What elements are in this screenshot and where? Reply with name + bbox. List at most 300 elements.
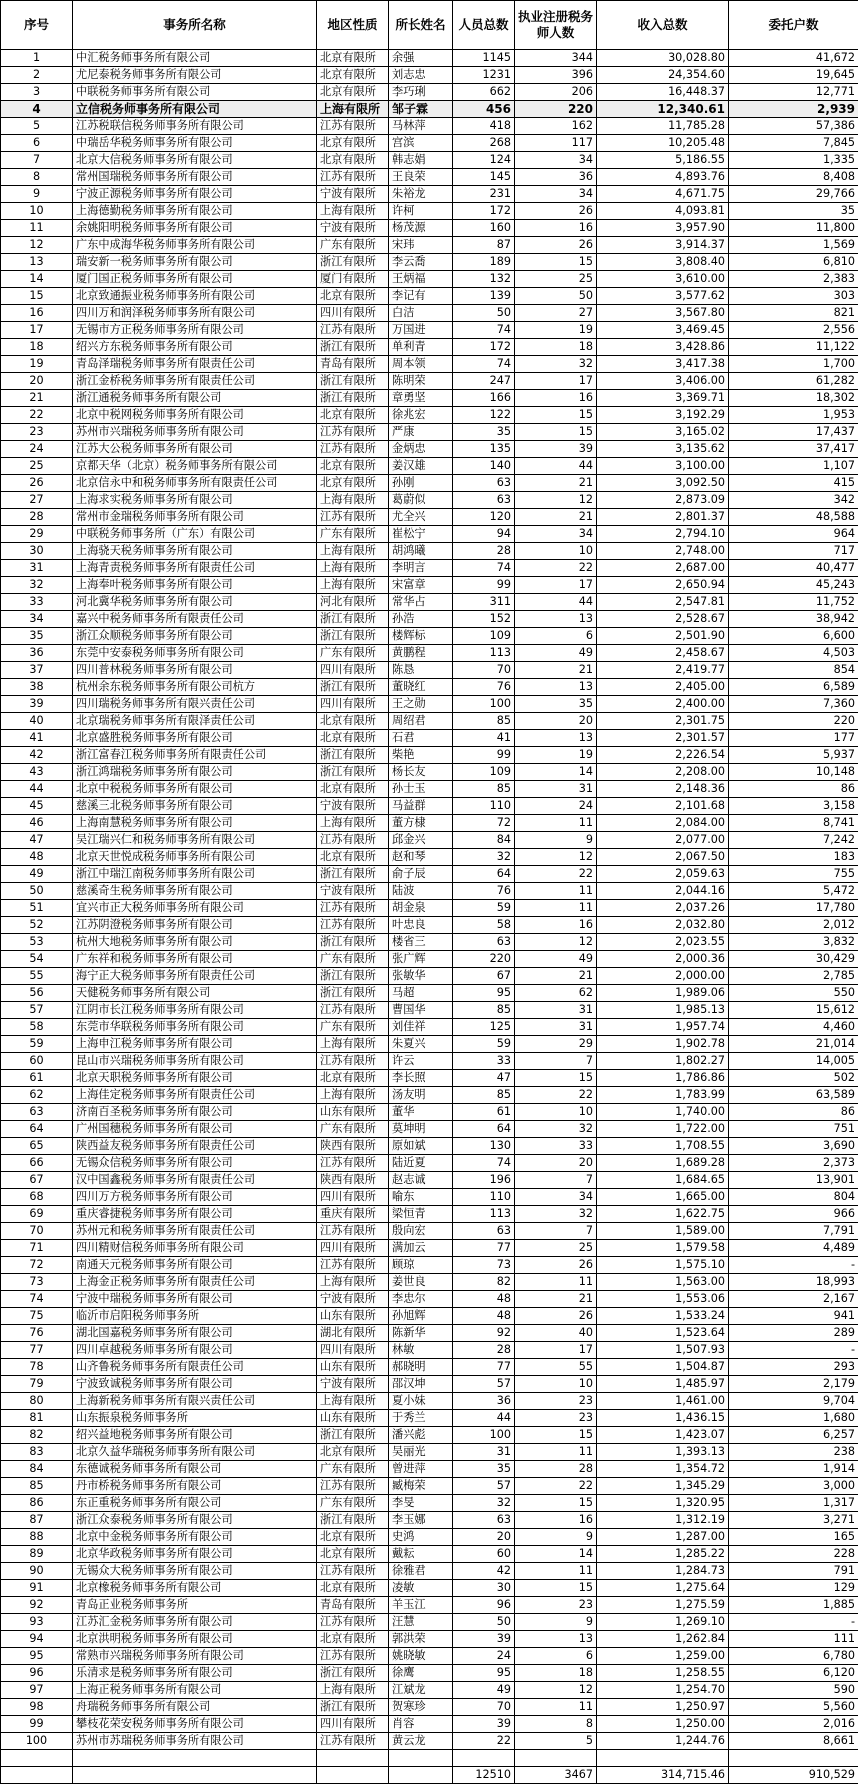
cell-staff: 24 bbox=[453, 1648, 515, 1665]
cell-director: 单利青 bbox=[389, 339, 453, 356]
cell-firm-name: 丹市桥税务师事务所有限公司 bbox=[73, 1478, 317, 1495]
cell-cta-count: 13 bbox=[515, 611, 597, 628]
cell-region: 江苏有限所 bbox=[317, 1002, 389, 1019]
cell-firm-name: 余姚阳明税务师事务所有限公司 bbox=[73, 220, 317, 237]
table-row bbox=[1, 1733, 858, 1750]
cell-cta-count: 27 bbox=[515, 305, 597, 322]
table-row bbox=[1, 1087, 858, 1104]
cell-staff: 311 bbox=[453, 594, 515, 611]
table-row bbox=[1, 1019, 858, 1036]
table-row bbox=[1, 1359, 858, 1376]
cell-staff: 60 bbox=[453, 1546, 515, 1563]
cell-clients: 40,477 bbox=[729, 560, 858, 577]
cell-director: 吴丽光 bbox=[389, 1444, 453, 1461]
cell-revenue: 1,563.00 bbox=[597, 1274, 729, 1291]
table-row bbox=[1, 1495, 858, 1512]
cell-cta-count: 22 bbox=[515, 866, 597, 883]
cell-staff: 67 bbox=[453, 968, 515, 985]
cell-index: 36 bbox=[1, 645, 73, 662]
cell-staff: 100 bbox=[453, 696, 515, 713]
cell-index: 1 bbox=[1, 50, 73, 67]
cell-clients: 15,612 bbox=[729, 1002, 858, 1019]
cell-cta-count: 6 bbox=[515, 1648, 597, 1665]
table-row bbox=[1, 475, 858, 492]
cell-index: 76 bbox=[1, 1325, 73, 1342]
cell-revenue: 3,417.38 bbox=[597, 356, 729, 373]
cell-index: 98 bbox=[1, 1699, 73, 1716]
cell-revenue: 2,067.50 bbox=[597, 849, 729, 866]
cell-index: 92 bbox=[1, 1597, 73, 1614]
cell-revenue: 1,533.24 bbox=[597, 1308, 729, 1325]
cell-revenue: 1,269.10 bbox=[597, 1614, 729, 1631]
cell-revenue: 1,786.86 bbox=[597, 1070, 729, 1087]
cell-firm-name: 上海新税务师事务所有限兴责任公司 bbox=[73, 1393, 317, 1410]
cell-firm-name: 北京瑞税务师事务所有限泽责任公司 bbox=[73, 713, 317, 730]
cell-firm-name: 无锡众大税务师事务所有限公司 bbox=[73, 1563, 317, 1580]
table-row bbox=[1, 645, 858, 662]
cell-staff: 76 bbox=[453, 883, 515, 900]
cell-region: 北京有限所 bbox=[317, 288, 389, 305]
cell-firm-name: 上海金正税务师事务所有限责任公司 bbox=[73, 1274, 317, 1291]
table-row bbox=[1, 1648, 858, 1665]
cell-director: 邵汉坤 bbox=[389, 1376, 453, 1393]
cell-cta-count: 9 bbox=[515, 832, 597, 849]
cell-revenue: 1,254.70 bbox=[597, 1682, 729, 1699]
cell-clients: 3,271 bbox=[729, 1512, 858, 1529]
table-row bbox=[1, 101, 858, 118]
table-row bbox=[1, 781, 858, 798]
cell-clients: 755 bbox=[729, 866, 858, 883]
cell-clients: 550 bbox=[729, 985, 858, 1002]
cell-index: 73 bbox=[1, 1274, 73, 1291]
cell-staff: 1145 bbox=[453, 50, 515, 67]
cell-region: 北京有限所 bbox=[317, 1631, 389, 1648]
cell-region: 江苏有限所 bbox=[317, 1053, 389, 1070]
cell-cta-count: 21 bbox=[515, 968, 597, 985]
cell-region: 江苏有限所 bbox=[317, 1614, 389, 1631]
cell-staff: 74 bbox=[453, 356, 515, 373]
cell-index: 35 bbox=[1, 628, 73, 645]
cell-staff: 145 bbox=[453, 169, 515, 186]
cell-director: 许柯 bbox=[389, 203, 453, 220]
cell-index: 66 bbox=[1, 1155, 73, 1172]
cell-cta-count: 13 bbox=[515, 730, 597, 747]
cell-clients: - bbox=[729, 1257, 858, 1274]
cell-firm-name: 北京橡税务师事务所有限公司 bbox=[73, 1580, 317, 1597]
cell-region: 上海有限所 bbox=[317, 101, 389, 118]
cell-region: 北京有限所 bbox=[317, 135, 389, 152]
cell-region: 厦门有限所 bbox=[317, 271, 389, 288]
cell-director: 陈新华 bbox=[389, 1325, 453, 1342]
cell-region: 广东有限所 bbox=[317, 237, 389, 254]
cell-region: 浙江有限所 bbox=[317, 747, 389, 764]
blank-row bbox=[1, 1750, 858, 1767]
table-row bbox=[1, 577, 858, 594]
cell-director: 朱裕龙 bbox=[389, 186, 453, 203]
cell-region: 江苏有限所 bbox=[317, 1223, 389, 1240]
col-header-cta-count: 执业注册税务师人数 bbox=[515, 1, 597, 50]
cell-index: 88 bbox=[1, 1529, 73, 1546]
cell-director: 周绍君 bbox=[389, 713, 453, 730]
cell-index: 41 bbox=[1, 730, 73, 747]
cell-revenue: 30,028.80 bbox=[597, 50, 729, 67]
cell-region: 浙江有限所 bbox=[317, 390, 389, 407]
table-row bbox=[1, 1597, 858, 1614]
cell-staff: 73 bbox=[453, 1257, 515, 1274]
cell-index: 67 bbox=[1, 1172, 73, 1189]
cell-staff: 42 bbox=[453, 1563, 515, 1580]
table-row bbox=[1, 322, 858, 339]
table-row bbox=[1, 339, 858, 356]
cell-cta-count: 26 bbox=[515, 203, 597, 220]
cell-staff: 110 bbox=[453, 798, 515, 815]
cell-cta-count: 7 bbox=[515, 1172, 597, 1189]
cell-director: 原如斌 bbox=[389, 1138, 453, 1155]
cell-clients: 4,489 bbox=[729, 1240, 858, 1257]
cell-firm-name: 四川万和润泽税务师事务所有限公司 bbox=[73, 305, 317, 322]
cell-region: 江苏有限所 bbox=[317, 832, 389, 849]
cell-index: 86 bbox=[1, 1495, 73, 1512]
cell-director: 白洁 bbox=[389, 305, 453, 322]
cell-index: 4 bbox=[1, 101, 73, 118]
cell-director: 常华占 bbox=[389, 594, 453, 611]
cell-region: 广东有限所 bbox=[317, 1495, 389, 1512]
cell-cta-count: 40 bbox=[515, 1325, 597, 1342]
cell-cta-count: 16 bbox=[515, 220, 597, 237]
cell-cta-count: 11 bbox=[515, 1699, 597, 1716]
cell-clients: 30,429 bbox=[729, 951, 858, 968]
cell-cta-count: 22 bbox=[515, 560, 597, 577]
cell-director: 周本领 bbox=[389, 356, 453, 373]
cell-director: 孙浩 bbox=[389, 611, 453, 628]
cell-index: 75 bbox=[1, 1308, 73, 1325]
table-row bbox=[1, 662, 858, 679]
cell-index: 39 bbox=[1, 696, 73, 713]
cell-index: 24 bbox=[1, 441, 73, 458]
cell-director: 徐兆宏 bbox=[389, 407, 453, 424]
cell-firm-name: 四川万方税务师事务所有限公司 bbox=[73, 1189, 317, 1206]
cell-clients: 9,704 bbox=[729, 1393, 858, 1410]
cell-index: 19 bbox=[1, 356, 73, 373]
cell-revenue: 1,244.76 bbox=[597, 1733, 729, 1750]
cell-region: 广东有限所 bbox=[317, 951, 389, 968]
cell-revenue: 2,501.90 bbox=[597, 628, 729, 645]
table-row bbox=[1, 1376, 858, 1393]
cell-director: 王炳福 bbox=[389, 271, 453, 288]
cell-director: 张广辉 bbox=[389, 951, 453, 968]
cell-index: 69 bbox=[1, 1206, 73, 1223]
cell-cta-count: 25 bbox=[515, 271, 597, 288]
cell-director: 郝晓明 bbox=[389, 1359, 453, 1376]
cell-region: 北京有限所 bbox=[317, 152, 389, 169]
cell-index: 58 bbox=[1, 1019, 73, 1036]
cell-staff: 39 bbox=[453, 1631, 515, 1648]
cell-region: 北京有限所 bbox=[317, 713, 389, 730]
cell-index: 78 bbox=[1, 1359, 73, 1376]
cell-firm-name bbox=[73, 1750, 317, 1767]
table-row bbox=[1, 135, 858, 152]
table-row bbox=[1, 1665, 858, 1682]
cell-staff: 100 bbox=[453, 1427, 515, 1444]
table-row bbox=[1, 1053, 858, 1070]
table-row bbox=[1, 900, 858, 917]
cell-staff: 61 bbox=[453, 1104, 515, 1121]
cell-firm-name: 常州市金瑞税务师事务所有限公司 bbox=[73, 509, 317, 526]
cell-director: 杨茂源 bbox=[389, 220, 453, 237]
cell-index: 27 bbox=[1, 492, 73, 509]
cell-cta-count: 10 bbox=[515, 1104, 597, 1121]
cell-staff: 20 bbox=[453, 1529, 515, 1546]
cell-clients: 7,791 bbox=[729, 1223, 858, 1240]
table-row bbox=[1, 356, 858, 373]
cell-cta-count: 6 bbox=[515, 628, 597, 645]
table-row bbox=[1, 1699, 858, 1716]
cell-cta-count: 22 bbox=[515, 1478, 597, 1495]
cell-region: 北京有限所 bbox=[317, 407, 389, 424]
cell-index: 84 bbox=[1, 1461, 73, 1478]
cell-firm-name: 慈溪奇生税务师事务所有限公司 bbox=[73, 883, 317, 900]
cell-staff: 160 bbox=[453, 220, 515, 237]
cell-staff: 44 bbox=[453, 1410, 515, 1427]
cell-director: 姚晓敏 bbox=[389, 1648, 453, 1665]
cell-firm-name: 浙江通税务师事务所有限公司 bbox=[73, 390, 317, 407]
cell-firm-name: 绍兴益地税务师事务所有限公司 bbox=[73, 1427, 317, 1444]
table-row bbox=[1, 730, 858, 747]
cell-staff: 36 bbox=[453, 1393, 515, 1410]
cell-region: 江苏有限所 bbox=[317, 1563, 389, 1580]
cell-cta-count: 32 bbox=[515, 356, 597, 373]
cell-region: 江苏有限所 bbox=[317, 322, 389, 339]
cell-clients: 289 bbox=[729, 1325, 858, 1342]
cell-director: 凌敏 bbox=[389, 1580, 453, 1597]
cell-director: 臧梅荣 bbox=[389, 1478, 453, 1495]
cell-clients: 3,690 bbox=[729, 1138, 858, 1155]
cell-index: 33 bbox=[1, 594, 73, 611]
cell-firm-name: 宁波正源税务师事务所有限公司 bbox=[73, 186, 317, 203]
cell-firm-name: 嘉兴中税务师事务所有限责任公司 bbox=[73, 611, 317, 628]
table-body bbox=[1, 50, 858, 1784]
cell-director: 肖容 bbox=[389, 1716, 453, 1733]
cell-revenue: 2,873.09 bbox=[597, 492, 729, 509]
cell-clients: 3,158 bbox=[729, 798, 858, 815]
table-row bbox=[1, 1104, 858, 1121]
cell-revenue: 1,553.06 bbox=[597, 1291, 729, 1308]
cell-firm-name: 汉中国鑫税务师事务所有限责任公司 bbox=[73, 1172, 317, 1189]
cell-firm-name: 浙江中瑞江南税务师事务所有限公司 bbox=[73, 866, 317, 883]
cell-staff: 70 bbox=[453, 662, 515, 679]
cell-cta-count: 28 bbox=[515, 1461, 597, 1478]
cell-clients: 63,589 bbox=[729, 1087, 858, 1104]
table-row bbox=[1, 543, 858, 560]
cell-cta-count: 10 bbox=[515, 543, 597, 560]
cell-cta-count: 17 bbox=[515, 577, 597, 594]
cell-index: 18 bbox=[1, 339, 73, 356]
cell-director: 李云喬 bbox=[389, 254, 453, 271]
table-row bbox=[1, 679, 858, 696]
table-row bbox=[1, 1325, 858, 1342]
cell-index: 42 bbox=[1, 747, 73, 764]
cell-clients: 19,645 bbox=[729, 67, 858, 84]
cell-cta-count: 26 bbox=[515, 237, 597, 254]
cell-revenue: 1,287.00 bbox=[597, 1529, 729, 1546]
cell-index: 7 bbox=[1, 152, 73, 169]
cell-staff: 63 bbox=[453, 1223, 515, 1240]
cell-staff: 122 bbox=[453, 407, 515, 424]
cell-region: 陕西有限所 bbox=[317, 1138, 389, 1155]
cell-region: 山东有限所 bbox=[317, 1104, 389, 1121]
cell-director: 李记有 bbox=[389, 288, 453, 305]
cell-revenue: 1,989.06 bbox=[597, 985, 729, 1002]
table-row bbox=[1, 968, 858, 985]
cell-director: 李长照 bbox=[389, 1070, 453, 1087]
cell-firm-name: 东正重税务师事务所有限公司 bbox=[73, 1495, 317, 1512]
cell-revenue: 2,208.00 bbox=[597, 764, 729, 781]
cell-director bbox=[389, 1750, 453, 1767]
cell-index: 56 bbox=[1, 985, 73, 1002]
cell-revenue: 3,135.62 bbox=[597, 441, 729, 458]
cell-staff: 57 bbox=[453, 1376, 515, 1393]
cell-staff: 74 bbox=[453, 560, 515, 577]
table-row bbox=[1, 509, 858, 526]
cell-cta-count: 26 bbox=[515, 1257, 597, 1274]
cell-cta-count: 15 bbox=[515, 254, 597, 271]
cell-director: 徐雅君 bbox=[389, 1563, 453, 1580]
cell-clients: 1,914 bbox=[729, 1461, 858, 1478]
cell-director: 董方棣 bbox=[389, 815, 453, 832]
cell-region: 宁波有限所 bbox=[317, 186, 389, 203]
cell-staff: 64 bbox=[453, 866, 515, 883]
table-row bbox=[1, 1291, 858, 1308]
cell-staff: 30 bbox=[453, 1580, 515, 1597]
cell-revenue: 4,671.75 bbox=[597, 186, 729, 203]
table-row bbox=[1, 203, 858, 220]
cell-clients: 8,408 bbox=[729, 169, 858, 186]
table-row bbox=[1, 1563, 858, 1580]
cell-index: 90 bbox=[1, 1563, 73, 1580]
cell-region: 北京有限所 bbox=[317, 458, 389, 475]
cell-firm-name: 四川瑞税务师事务所有限兴责任公司 bbox=[73, 696, 317, 713]
cell-revenue: 1,902.78 bbox=[597, 1036, 729, 1053]
cell-index: 82 bbox=[1, 1427, 73, 1444]
cell-director: 史鸿 bbox=[389, 1529, 453, 1546]
cell-director: 马超 bbox=[389, 985, 453, 1002]
cell-director: 刘佳祥 bbox=[389, 1019, 453, 1036]
cell-director: 邹子霖 bbox=[389, 101, 453, 118]
cell-firm-name: 浙江富春江税务师事务所有限责任公司 bbox=[73, 747, 317, 764]
cell-director: 夏小妹 bbox=[389, 1393, 453, 1410]
cell-clients: 8,741 bbox=[729, 815, 858, 832]
cell-index: 65 bbox=[1, 1138, 73, 1155]
table-row bbox=[1, 1121, 858, 1138]
cell-index: 54 bbox=[1, 951, 73, 968]
cell-firm-name: 北京久益华瑞税务师事务所有限公司 bbox=[73, 1444, 317, 1461]
cell-cta-count: 11 bbox=[515, 900, 597, 917]
cell-staff: 41 bbox=[453, 730, 515, 747]
cell-director: 汤友明 bbox=[389, 1087, 453, 1104]
cell-cta-count: 33 bbox=[515, 1138, 597, 1155]
table-row bbox=[1, 254, 858, 271]
cell-staff: 99 bbox=[453, 747, 515, 764]
cell-firm-name: 杭州大地税务师事务所有限公司 bbox=[73, 934, 317, 951]
cell-index: 94 bbox=[1, 1631, 73, 1648]
cell-firm-name: 济南百圣税务师事务所有限公司 bbox=[73, 1104, 317, 1121]
cell-region: 浙江有限所 bbox=[317, 339, 389, 356]
cell-cta-count: 9 bbox=[515, 1614, 597, 1631]
cell-firm-name: 海宁正大税务师事务所有限责任公司 bbox=[73, 968, 317, 985]
col-header-director: 所长姓名 bbox=[389, 1, 453, 50]
cell-revenue: 2,148.36 bbox=[597, 781, 729, 798]
cell-director: 贺寒珍 bbox=[389, 1699, 453, 1716]
cell-region: 浙江有限所 bbox=[317, 1427, 389, 1444]
cell-revenue: 1,250.00 bbox=[597, 1716, 729, 1733]
cell-staff: 124 bbox=[453, 152, 515, 169]
cell-cta-count: 21 bbox=[515, 509, 597, 526]
cell-staff: 64 bbox=[453, 1121, 515, 1138]
cell-index: 2 bbox=[1, 67, 73, 84]
cell-cta-count: 20 bbox=[515, 713, 597, 730]
cell-cta-count: 13 bbox=[515, 679, 597, 696]
cell-revenue: 1,345.29 bbox=[597, 1478, 729, 1495]
cell-firm-name: 重庆睿捷税务师事务所有限公司 bbox=[73, 1206, 317, 1223]
cell-clients: 18,302 bbox=[729, 390, 858, 407]
cell-cta-count: 396 bbox=[515, 67, 597, 84]
cell-cta-count: 14 bbox=[515, 1546, 597, 1563]
cell-clients: 7,242 bbox=[729, 832, 858, 849]
table-row bbox=[1, 458, 858, 475]
cell-clients: 165 bbox=[729, 1529, 858, 1546]
cell-cta-count: 11 bbox=[515, 1444, 597, 1461]
cell-revenue: 1,957.74 bbox=[597, 1019, 729, 1036]
table-row bbox=[1, 1614, 858, 1631]
cell-firm-name: 立信税务师事务所有限公司 bbox=[73, 101, 317, 118]
table-row bbox=[1, 1036, 858, 1053]
cell-index: 93 bbox=[1, 1614, 73, 1631]
cell-cta-count: 12 bbox=[515, 492, 597, 509]
cell-director: 曾进萍 bbox=[389, 1461, 453, 1478]
cell-firm-name: 上海青责税务师事务所有限责任公司 bbox=[73, 560, 317, 577]
cell-staff: 57 bbox=[453, 1478, 515, 1495]
cell-director: 黄鹏程 bbox=[389, 645, 453, 662]
cell-staff: 456 bbox=[453, 101, 515, 118]
cell-region: 青岛有限所 bbox=[317, 356, 389, 373]
cell-index bbox=[1, 1767, 73, 1784]
cell-clients: 751 bbox=[729, 1121, 858, 1138]
table-row bbox=[1, 1206, 858, 1223]
cell-firm-name: 厦门国正税务师事务所有限公司 bbox=[73, 271, 317, 288]
cell-region: 江苏有限所 bbox=[317, 1648, 389, 1665]
cell-firm-name: 无锡市方正税务师事务所有限公司 bbox=[73, 322, 317, 339]
cell-cta-count: 15 bbox=[515, 1580, 597, 1597]
cell-clients: 6,600 bbox=[729, 628, 858, 645]
cell-revenue: 5,186.55 bbox=[597, 152, 729, 169]
cell-director: 章勇坚 bbox=[389, 390, 453, 407]
cell-cta-count: 20 bbox=[515, 1155, 597, 1172]
cell-index: 21 bbox=[1, 390, 73, 407]
cell-index: 8 bbox=[1, 169, 73, 186]
cell-revenue: 314,715.46 bbox=[597, 1767, 729, 1784]
table-row bbox=[1, 526, 858, 543]
col-header-revenue: 收入总数 bbox=[597, 1, 729, 50]
cell-revenue: 1,262.84 bbox=[597, 1631, 729, 1648]
cell-staff: 76 bbox=[453, 679, 515, 696]
cell-cta-count: 49 bbox=[515, 645, 597, 662]
cell-clients: 7,845 bbox=[729, 135, 858, 152]
cell-region: 陕西有限所 bbox=[317, 1172, 389, 1189]
cell-region: 上海有限所 bbox=[317, 1274, 389, 1291]
cell-revenue: 1,250.97 bbox=[597, 1699, 729, 1716]
cell-cta-count: 19 bbox=[515, 322, 597, 339]
cell-region: 浙江有限所 bbox=[317, 373, 389, 390]
